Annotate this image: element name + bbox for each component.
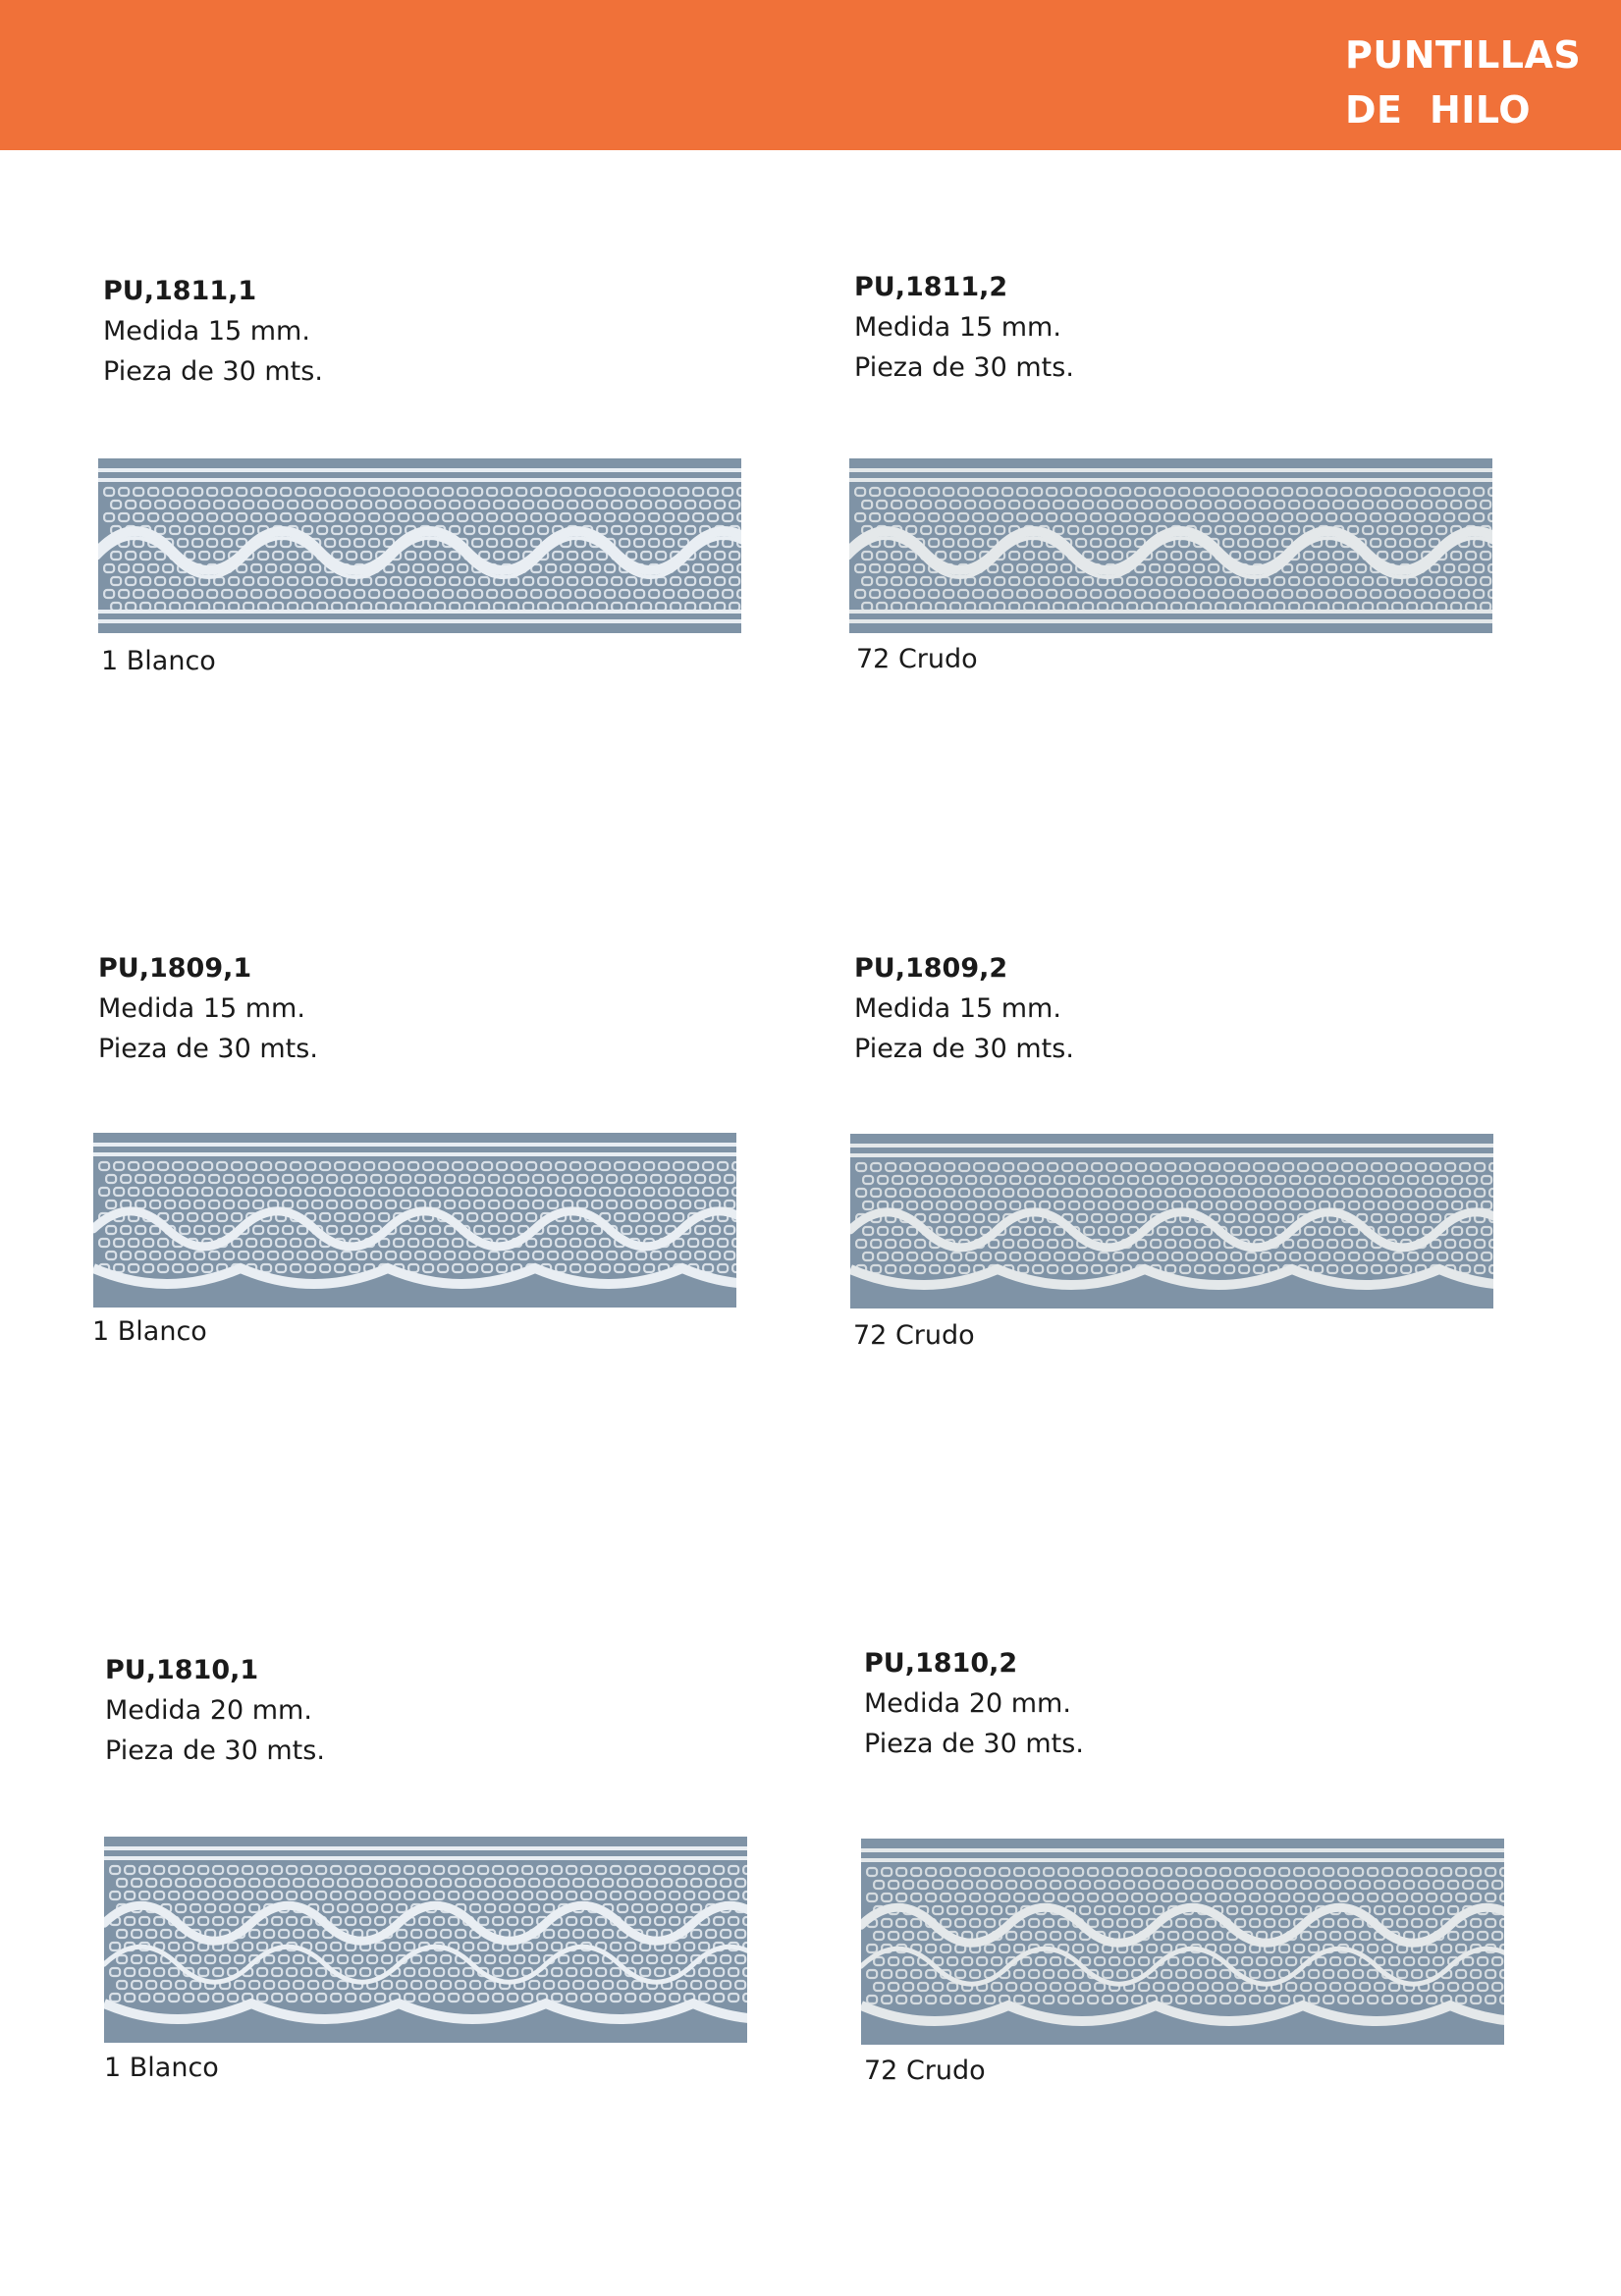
product-block [864, 1643, 1551, 1764]
product-width: Medida 15 mm. [854, 312, 1061, 343]
lace-pattern-graphic [861, 1839, 1504, 2045]
color-label: 72 Crudo [853, 1320, 975, 1351]
product-piece: Pieza de 30 mts. [98, 1034, 318, 1064]
lace-swatch-image [850, 1134, 1493, 1308]
product-width: Medida 15 mm. [854, 993, 1061, 1024]
product-code: PU,1809,2 [854, 953, 1008, 984]
product-block [105, 1650, 792, 1771]
product-code: PU,1810,2 [864, 1648, 1018, 1679]
product-block [103, 271, 790, 392]
lace-swatch-image [861, 1839, 1504, 2045]
lace-pattern-graphic [849, 458, 1492, 633]
color-label: 1 Blanco [104, 2053, 219, 2083]
product-width: Medida 15 mm. [103, 316, 310, 347]
product-piece: Pieza de 30 mts. [103, 356, 323, 387]
product-code: PU,1810,1 [105, 1655, 259, 1685]
lace-pattern-graphic [98, 458, 741, 633]
lace-swatch-image [104, 1837, 747, 2043]
lace-pattern-graphic [850, 1134, 1493, 1308]
product-code: PU,1811,1 [103, 276, 257, 306]
lace-swatch-image [93, 1133, 736, 1308]
product-width: Medida 20 mm. [105, 1695, 312, 1726]
title-line-2: DE HILO [1345, 88, 1532, 132]
product-width: Medida 20 mm. [864, 1688, 1071, 1719]
title-line-1: PUNTILLAS [1345, 33, 1582, 77]
product-width: Medida 15 mm. [98, 993, 305, 1024]
header-bar [0, 0, 1621, 150]
lace-pattern-graphic [104, 1837, 747, 2043]
product-piece: Pieza de 30 mts. [864, 1729, 1084, 1759]
page-title [1345, 27, 1581, 137]
product-piece: Pieza de 30 mts. [854, 1034, 1074, 1064]
product-code: PU,1811,2 [854, 272, 1008, 302]
lace-swatch-image [849, 458, 1492, 633]
product-block [854, 948, 1541, 1069]
product-piece: Pieza de 30 mts. [105, 1735, 325, 1766]
color-label: 72 Crudo [864, 2056, 986, 2086]
product-block [854, 267, 1541, 388]
product-block [98, 948, 785, 1069]
product-piece: Pieza de 30 mts. [854, 352, 1074, 383]
color-label: 1 Blanco [101, 646, 216, 676]
lace-swatch-image [98, 458, 741, 633]
color-label: 1 Blanco [92, 1316, 207, 1347]
product-code: PU,1809,1 [98, 953, 252, 984]
lace-pattern-graphic [93, 1133, 736, 1308]
color-label: 72 Crudo [856, 644, 978, 674]
